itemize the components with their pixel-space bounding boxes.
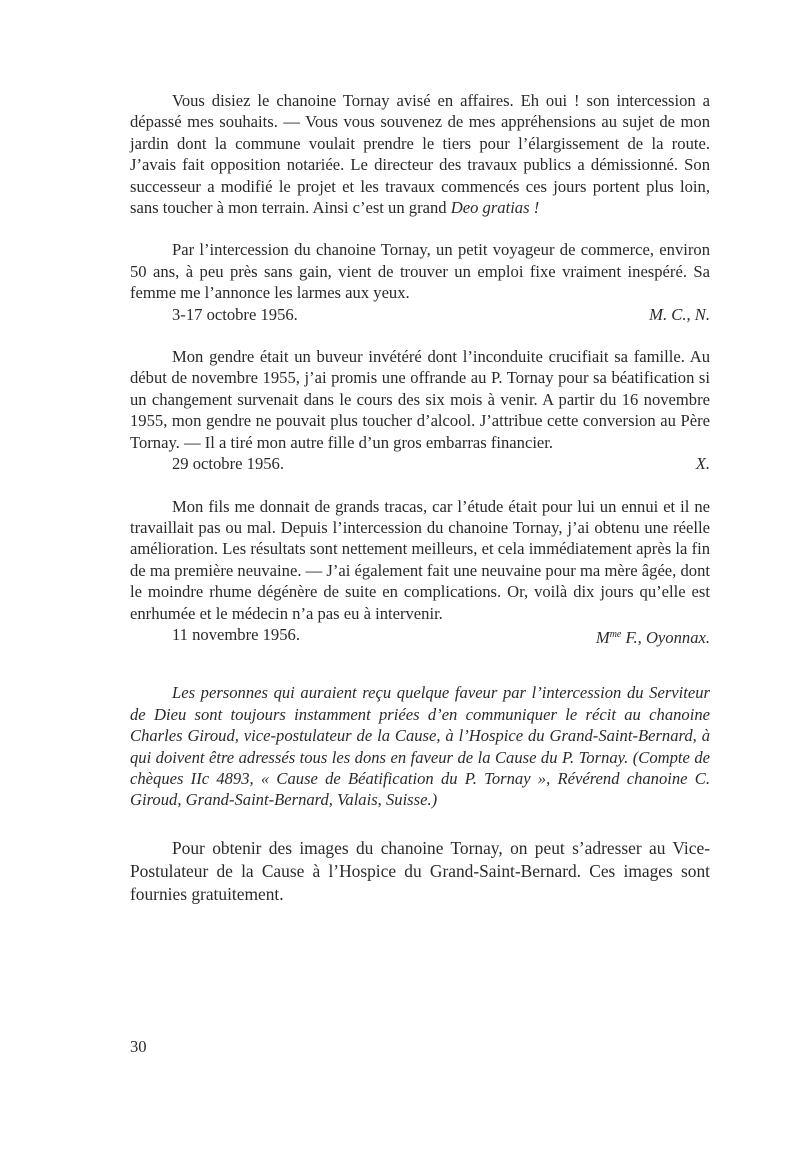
testimony-date: 3-17 octobre 1956. — [172, 304, 298, 324]
paragraph-gap — [130, 325, 710, 346]
testimony-author: X. — [695, 454, 710, 474]
paragraph-gap — [130, 648, 710, 682]
paragraph-voyageur: Par l’intercession du chanoine Tornay, un petit voyageur de commerce, environ 50 ans, à peu près sans gain, vient de trouver un emploi fixe vraiment inespéré. Sa femme me l’annonce les larmes aux yeux. — [130, 240, 710, 303]
testimony-author: M. C., N. — [649, 304, 710, 324]
testimony-date: 11 novembre 1956. — [172, 624, 300, 644]
testimony-author: $M^{me}$ F., Oyonnax. — [595, 627, 710, 647]
notice-paragraph: Les personnes qui auraient reçu quelque faveur par l’intercession du Serviteur de Dieu sont toujours instamment priées d’en communiquer le récit au chanoine Charles Giroud, vice-postulateur de la Cause, à l’Hospice du Grand-Saint-Bernard, à qui doivent être adressés tous les dons en faveur de la Cause du P. Tornay. (Compte de chèques IIc 4893, « Cause de Béatification du P. Tornay », Révérend chanoine C. Giroud, Grand-Saint-Bernard, Valais, Suisse.) — [130, 683, 710, 810]
testimony-signature — [130, 624, 710, 648]
testimony-date: 29 octobre 1956. — [172, 454, 284, 474]
paragraph-gendre: Mon gendre était un buveur invétéré dont l’inconduite crucifiait sa famille. Au début de novembre 1955, j’ai promis une offrande au P. Tornay pour sa béatification si un changement survenait dans le cours des six mois à venir. A partir du 16 novembre 1955, mon gendre ne pouvait plus toucher d’alcool. J’attribue cette conversion au Père Tornay. — Il a tiré mon autre fille d’un gros embarras financier. — [130, 347, 710, 452]
testimony-signature — [130, 304, 710, 325]
images-paragraph: Pour obtenir des images du chanoine Tornay, on peut s’adresser au Vice-Postulateur de la Cause à l’Hospice du Grand-Saint-Bernard. Ces images sont fournies gratuitement. — [130, 837, 710, 904]
paragraph-italic-phrase: Deo gratias ! — [450, 198, 540, 218]
page-number: 30 — [130, 1037, 147, 1056]
paragraph-fils: Mon fils me donnait de grands tracas, car l’étude était pour lui un ennui et il ne travaillait pas ou mal. Depuis l’intercession du chanoine Tornay, j’ai obtenu une réelle amélioration. Les résultats sont nettement meilleurs, et cela immédiatement après la fin de ma première neuvaine. — J’ai également fait une neuvaine pour ma mère âgée, dont le moindre rhume dégénère de suite en complications. Or, voilà dix jours qu’elle est enrhumée et le médecin n’a pas eu à intervenir. — [130, 496, 710, 623]
paragraph-text: Vous disiez le chanoine Tornay avisé en affaires. Eh oui ! son intercession a dépassé mes souhaits. — Vous vous souvenez de mes appréhensions au sujet de mon jardin dont la commune voulait prendre le tiers pour l’élargissement de la route. J’avais fait opposition notariée. Le directeur des travaux publics a démissionné. Son successeur a modifié le projet et les travaux commencés ces jours portent plus loin, sans toucher à mon terrain. Ainsi c’est un grand — [130, 91, 710, 218]
paragraph-deo-gratias — [130, 90, 710, 218]
paragraph-gap — [130, 475, 710, 496]
page-body — [130, 90, 710, 906]
paragraph-gap — [130, 811, 710, 837]
testimony-signature — [130, 453, 710, 474]
paragraph-gap — [130, 218, 710, 239]
